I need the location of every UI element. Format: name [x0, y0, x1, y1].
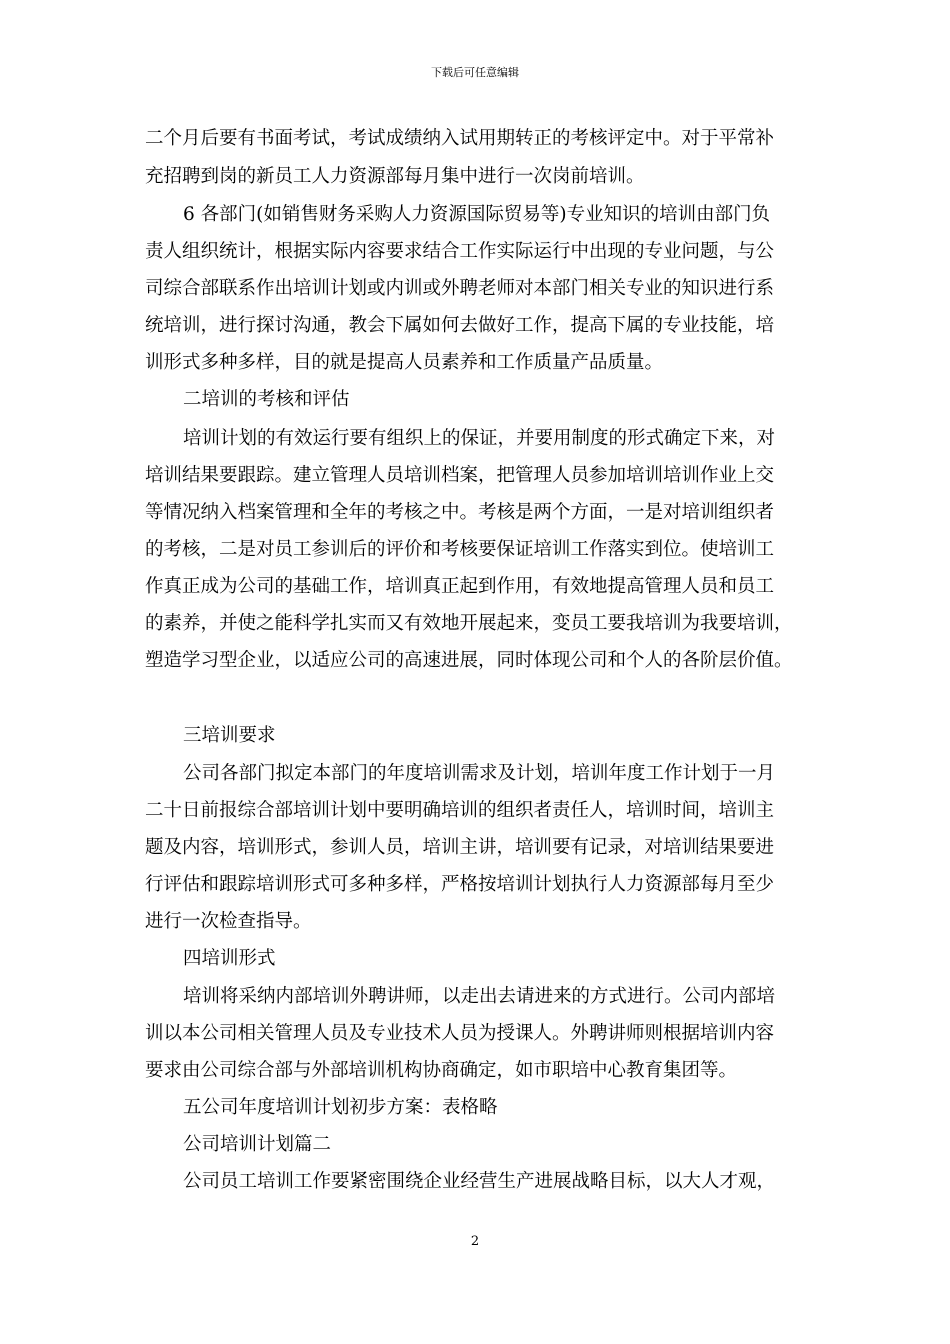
text-line: 充招聘到岗的新员工人力资源部每月集中进行一次岗前培训。 [145, 166, 645, 187]
section-heading: 二培训的考核和评估 [183, 389, 350, 410]
section-heading: 三培训要求 [183, 725, 276, 746]
text-line: 培训计划的有效运行要有组织上的保证，并要用制度的形式确定下来，对 [183, 428, 776, 449]
text-line: 训以本公司相关管理人员及专业技术人员为授课人。外聘讲师则根据培训内容 [145, 1023, 775, 1044]
text-line: 的素养，并使之能科学扎实而又有效地开展起来，变员工要我培训为我要培训， [145, 613, 793, 634]
text-line: 塑造学习型企业，以适应公司的高速进展，同时体现公司和个人的各阶层价值。 [145, 650, 793, 671]
section-heading: 五公司年度培训计划初步方案：表格略 [183, 1097, 498, 1118]
text-line: 公司员工培训工作要紧密围绕企业经营生产进展战略目标，以大人才观， [183, 1171, 776, 1192]
text-line: 公司各部门拟定本部门的年度培训需求及计划，培训年度工作计划于一月 [183, 763, 776, 784]
text-line: 要求由公司综合部与外部培训机构协商确定，如市职培中心教育集团等。 [145, 1060, 738, 1081]
text-line: 司综合部联系作出培训计划或内训或外聘老师对本部门相关专业的知识进行系 [145, 278, 775, 299]
text-line: 培训结果要跟踪。建立管理人员培训档案，把管理人员参加培训培训作业上交 [145, 465, 775, 486]
text-line: 二个月后要有书面考试，考试成绩纳入试用期转正的考核评定中。对于平常补 [145, 128, 775, 149]
section-heading: 公司培训计划篇二 [183, 1134, 332, 1155]
text-line: 的考核，二是对员工参训后的评价和考核要保证培训工作落实到位。使培训工 [145, 539, 775, 560]
text-line: 等情况纳入档案管理和全年的考核之中。考核是两个方面，一是对培训组织者 [145, 502, 775, 523]
text-line: 统培训，进行探讨沟通，教会下属如何去做好工作，提高下属的专业技能，培 [145, 315, 775, 336]
text-line: 责人组织统计，根据实际内容要求结合工作实际运行中出现的专业问题，与公 [145, 241, 775, 262]
page-number: 2 [470, 1234, 480, 1249]
text-line: 题及内容，培训形式，参训人员，培训主讲，培训要有记录，对培训结果要进 [145, 837, 775, 858]
text-line: 进行一次检查指导。 [145, 911, 312, 932]
text-line: 训形式多种多样，目的就是提高人员素养和工作质量产品质量。 [145, 352, 664, 373]
section-heading: 四培训形式 [183, 948, 276, 969]
text-line: 二十日前报综合部培训计划中要明确培训的组织者责任人，培训时间，培训主 [145, 800, 775, 821]
text-line: 培训将采纳内部培训外聘讲师，以走出去请进来的方式进行。公司内部培 [183, 986, 776, 1007]
text-line: 行评估和跟踪培训形式可多种多样，严格按培训计划执行人力资源部每月至少 [145, 874, 775, 895]
page-header-note: 下载后可任意编辑 [431, 66, 519, 79]
text-line: 6 各部门(如销售财务采购人力资源国际贸易等)专业知识的培训由部门负 [183, 204, 771, 225]
text-line: 作真正成为公司的基础工作，培训真正起到作用，有效地提高管理人员和员工 [145, 576, 775, 597]
